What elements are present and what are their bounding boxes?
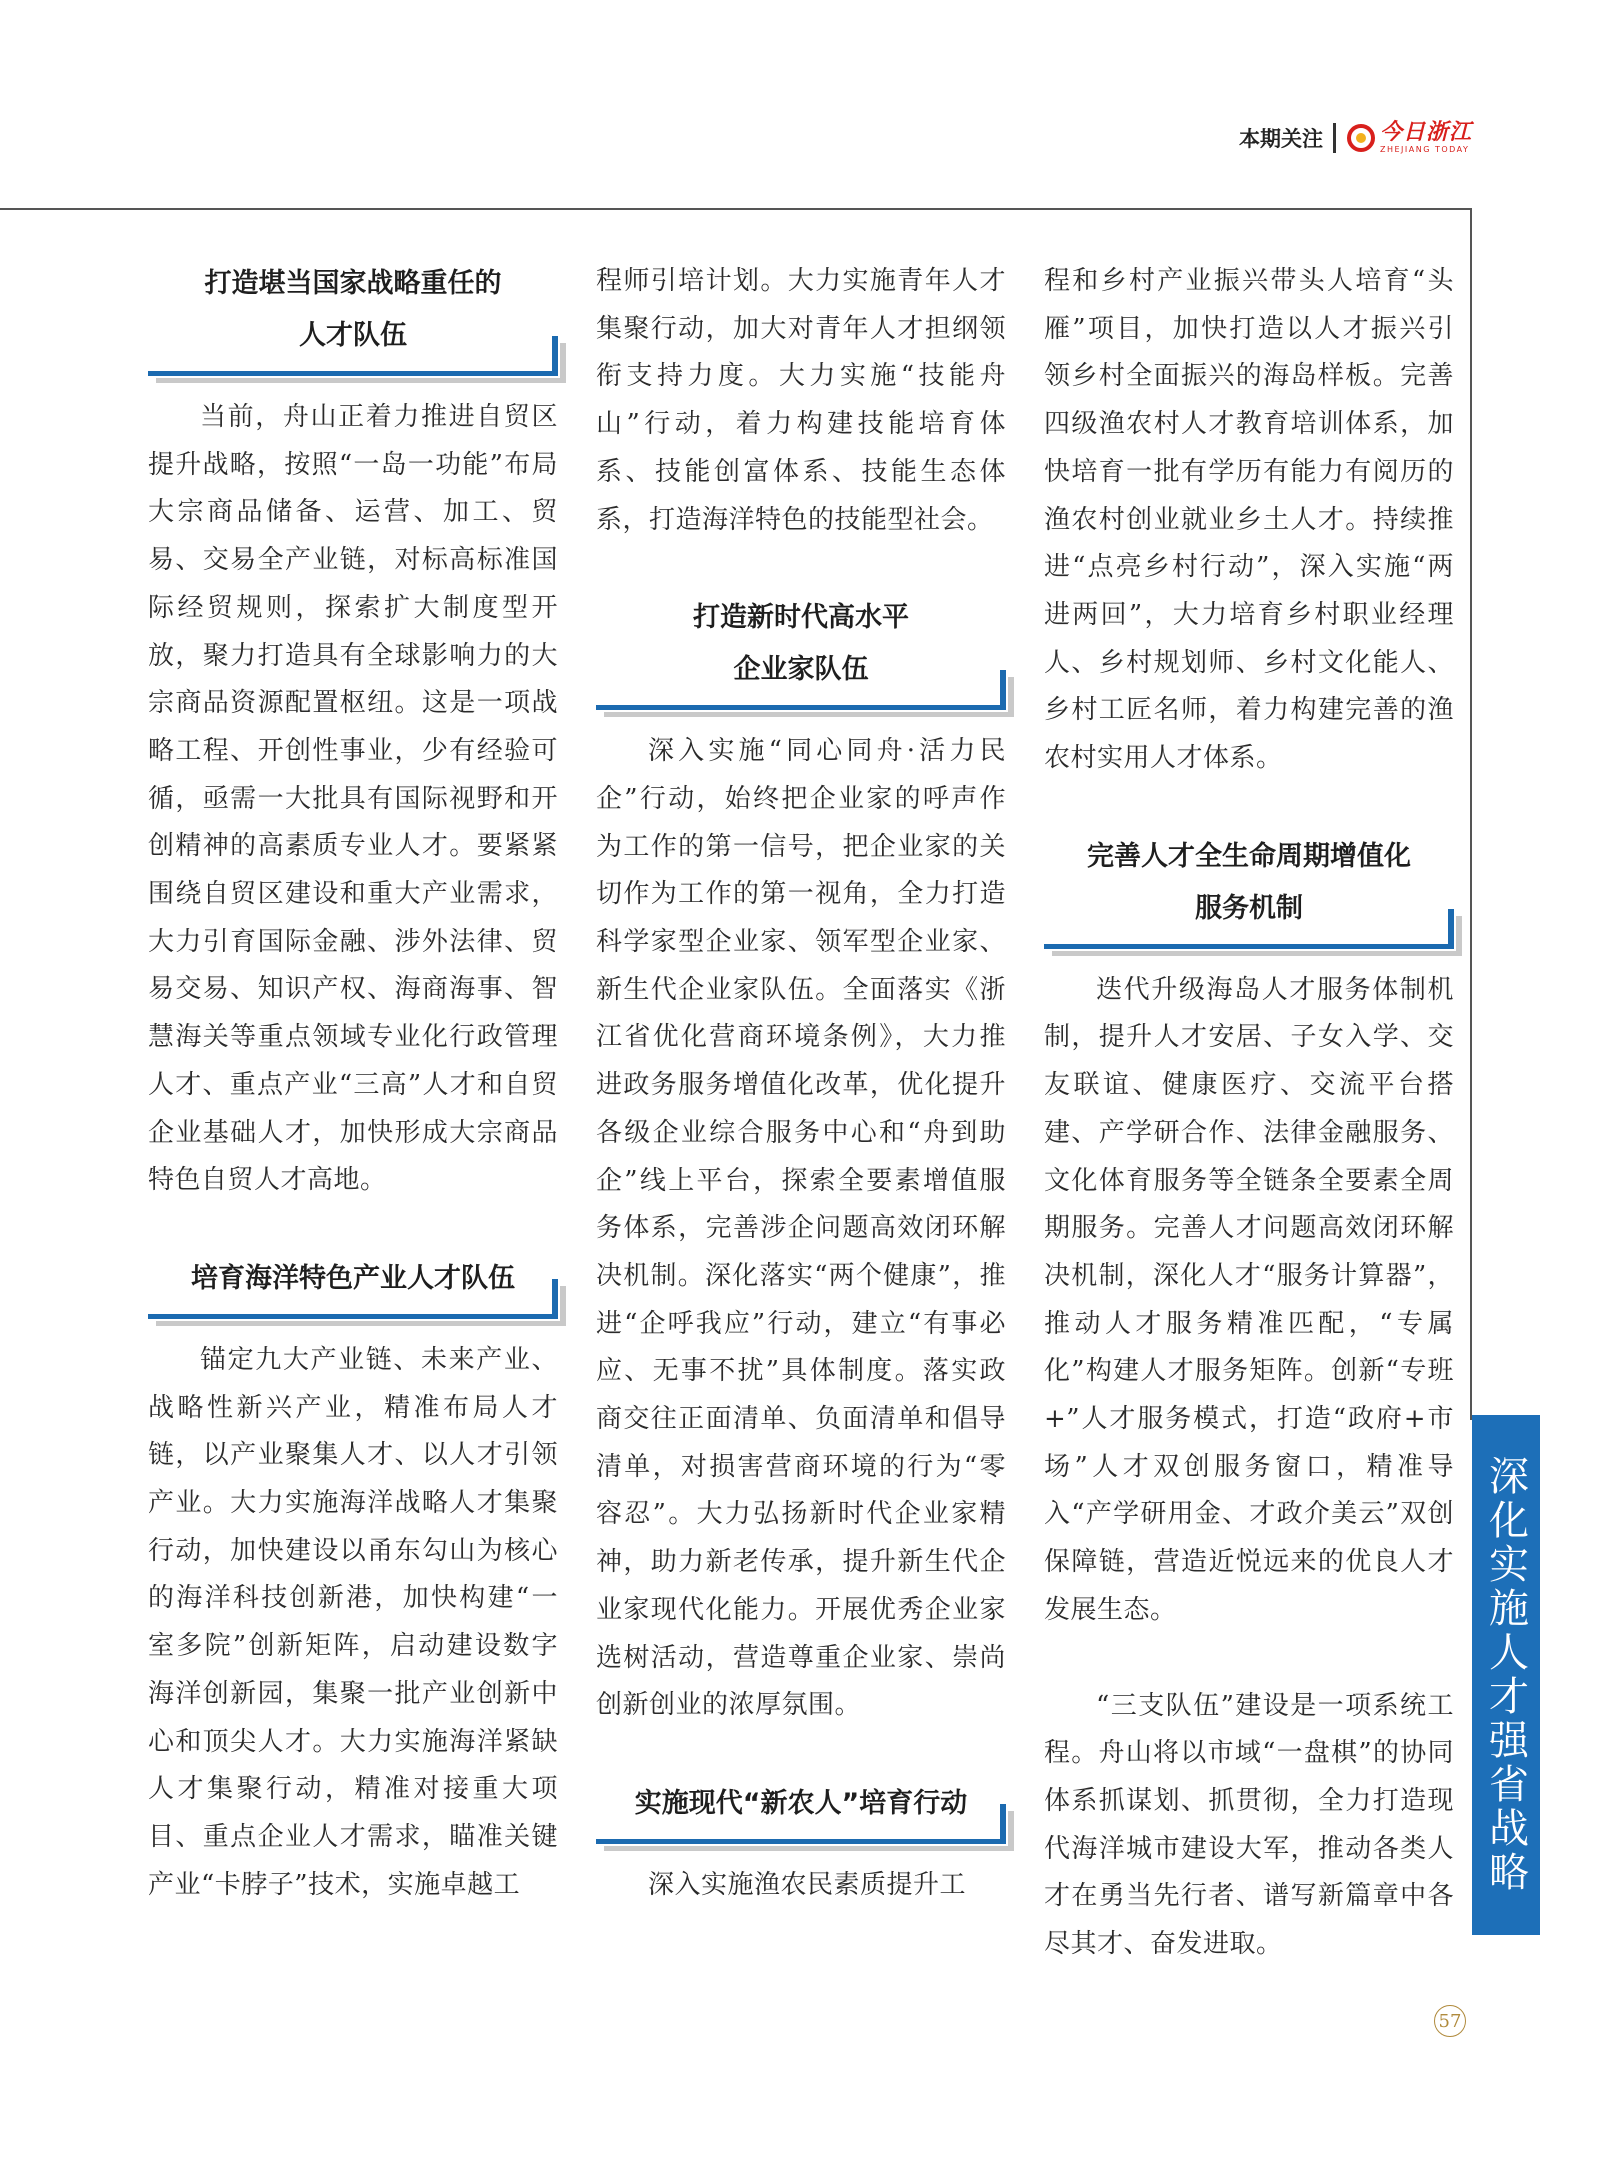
heading-line: 培育海洋特色产业人才队伍 <box>191 1262 515 1294</box>
section-heading <box>596 1778 1006 1844</box>
side-banner <box>1472 1415 1540 1935</box>
section-heading <box>596 592 1006 710</box>
heading-underline-shadow <box>604 712 1014 717</box>
section-heading <box>148 258 558 376</box>
heading-tick-shadow <box>1008 677 1014 717</box>
heading-line: 服务机制 <box>1195 892 1303 924</box>
banner-text: 深化实施人才强省战略 <box>1482 1455 1529 1895</box>
page-header <box>1239 118 1472 158</box>
section-heading <box>148 1253 558 1319</box>
column-1 <box>148 258 558 1909</box>
logo-swirl-icon <box>1346 123 1376 153</box>
logo-text-en: ZHEJIANG TODAY <box>1379 145 1470 154</box>
body-paragraph: 迭代升级海岛人才服务体制机制，提升人才安居、子女入学、交友联谊、健康医疗、交流平台搭建、产学研合作、法律金融服务、文化体育服务等全链条全要素全周期服务。完善人才问题高效闭环解决机制，深化人才“服务计算器”，推动人才服务精准匹配，“专属化”构建人才服务矩阵。创新“专班+”人才服务模式，打造“政府+市场”人才双创服务窗口，精准导入“产学研用金、才政介美云”双创保障链，营造近悦远来的优良人才发展生态。 <box>1044 974 1454 1625</box>
column-3 <box>1044 258 1454 1969</box>
heading-line: 企业家队伍 <box>733 654 869 686</box>
heading-underline <box>1044 944 1454 949</box>
right-rule <box>1470 208 1472 1420</box>
heading-line: 完善人才全生命周期增值化 <box>1087 840 1411 872</box>
heading-tick <box>552 1279 558 1319</box>
body-paragraph: 程和乡村产业振兴带头人培育“头雁”项目，加快打造以人才振兴引领乡村全面振兴的海岛样板。完善四级渔农村人才教育培训体系，加快培育一批有学历有能力有阅历的渔农村创业就业乡土人才。持续推进“点亮乡村行动”，深入实施“两进两回”，大力培育乡村职业经理人、乡村规划师、乡村文化能人、乡村工匠名师，着力构建完善的渔农村实用人才体系。 <box>1044 266 1454 774</box>
body-paragraph: 深入实施“同心同舟·活力民企”行动，始终把企业家的呼声作为工作的第一信号，把企业家的关切作为工作的第一视角，全力打造科学家型企业家、领军型企业家、新生代企业家队伍。全面落实《浙江省优化营商环境条例》，大力推进政务服务增值化改革，优化提升各级企业综合服务中心和“舟到助企”线上平台，探索全要素增值服务体系，完善涉企问题高效闭环解决机制。深化落实“两个健康”，推进“企呼我应”行动，建立“有事必应、无事不扰”具体制度。落实政商交往正面清单、负面清单和倡导清单，对损害营商环境的行为“零容忍”。大力弘扬新时代企业家精神，助力新老传承，提升新生代企业家现代化能力。开展优秀企业家选树活动，营造尊重企业家、崇尚创新创业的浓厚氛围。 <box>596 736 1006 1721</box>
page-number: 57 <box>1434 2005 1466 2037</box>
top-rule <box>0 208 1472 210</box>
heading-tick-shadow <box>1456 916 1462 956</box>
heading-underline-shadow <box>156 378 566 383</box>
heading-tick <box>552 336 558 376</box>
body-paragraph: “三支队伍”建设是一项系统工程。舟山将以市域“一盘棋”的协同体系抓谋划、抓贯彻，全力打造现代海洋城市建设大军，推动各类人才在勇当先行者、谱写新篇章中各尽其才、奋发进取。 <box>1044 1690 1454 1960</box>
heading-underline <box>148 1314 558 1319</box>
heading-tick <box>1000 1804 1006 1844</box>
body-paragraph: 程师引培计划。大力实施青年人才集聚行动，加大对青年人才担纲领衔支持力度。大力实施“技能舟山”行动，着力构建技能培育体系、技能创富体系、技能生态体系，打造海洋特色的技能型社会。 <box>596 266 1006 535</box>
heading-tick <box>1000 670 1006 710</box>
heading-underline <box>596 1839 1006 1844</box>
heading-underline <box>596 705 1006 710</box>
body-paragraph: 深入实施渔农民素质提升工 <box>648 1869 967 1900</box>
heading-line: 打造堪当国家战略重任的 <box>204 268 502 299</box>
section-label: 本期关注 <box>1238 127 1323 151</box>
column-2 <box>596 258 1006 1910</box>
heading-underline-shadow <box>1052 951 1462 956</box>
magazine-logo <box>1346 122 1472 154</box>
heading-tick <box>1448 909 1454 949</box>
heading-line: 人才队伍 <box>299 320 407 351</box>
heading-tick-shadow <box>1008 1811 1014 1851</box>
body-paragraph: 当前，舟山正着力推进自贸区提升战略，按照“一岛一功能”布局大宗商品储备、运营、加工、贸易、交易全产业链，对标高标准国际经贸规则，探索扩大制度型开放，聚力打造具有全球影响力的大宗商品资源配置枢纽。这是一项战略工程、开创性事业，少有经验可循，亟需一大批具有国际视野和开创精神的高素质专业人才。要紧紧围绕自贸区建设和重大产业需求，大力引育国际金融、涉外法律、贸易交易、知识产权、海商海事、智慧海关等重点领域专业化行政管理人才、重点产业“三高”人才和自贸企业基础人才，加快形成大宗商品特色自贸人才高地。 <box>148 402 558 1196</box>
heading-tick-shadow <box>560 343 566 383</box>
heading-underline-shadow <box>156 1321 566 1326</box>
heading-underline-shadow <box>604 1846 1014 1851</box>
heading-underline <box>148 371 558 376</box>
body-paragraph: 锚定九大产业链、未来产业、战略性新兴产业，精准布局人才链，以产业聚集人才、以人才引领产业。大力实施海洋战略人才集聚行动，加快建设以甬东勾山为核心的海洋科技创新港，加快构建“一室多院”创新矩阵，启动建设数字海洋创新园，集聚一批产业创新中心和顶尖人才。大力实施海洋紧缺人才集聚行动，精准对接重大项目、重点企业人才需求，瞄准关键产业“卡脖子”技术，实施卓越工 <box>148 1344 558 1900</box>
section-heading <box>1044 831 1454 949</box>
heading-line: 实施现代“新农人”培育行动 <box>634 1787 968 1819</box>
header-divider <box>1333 123 1336 153</box>
logo-text-cn: 今日浙江 <box>1379 120 1472 145</box>
heading-line: 打造新时代高水平 <box>693 602 909 634</box>
heading-tick-shadow <box>560 1286 566 1326</box>
